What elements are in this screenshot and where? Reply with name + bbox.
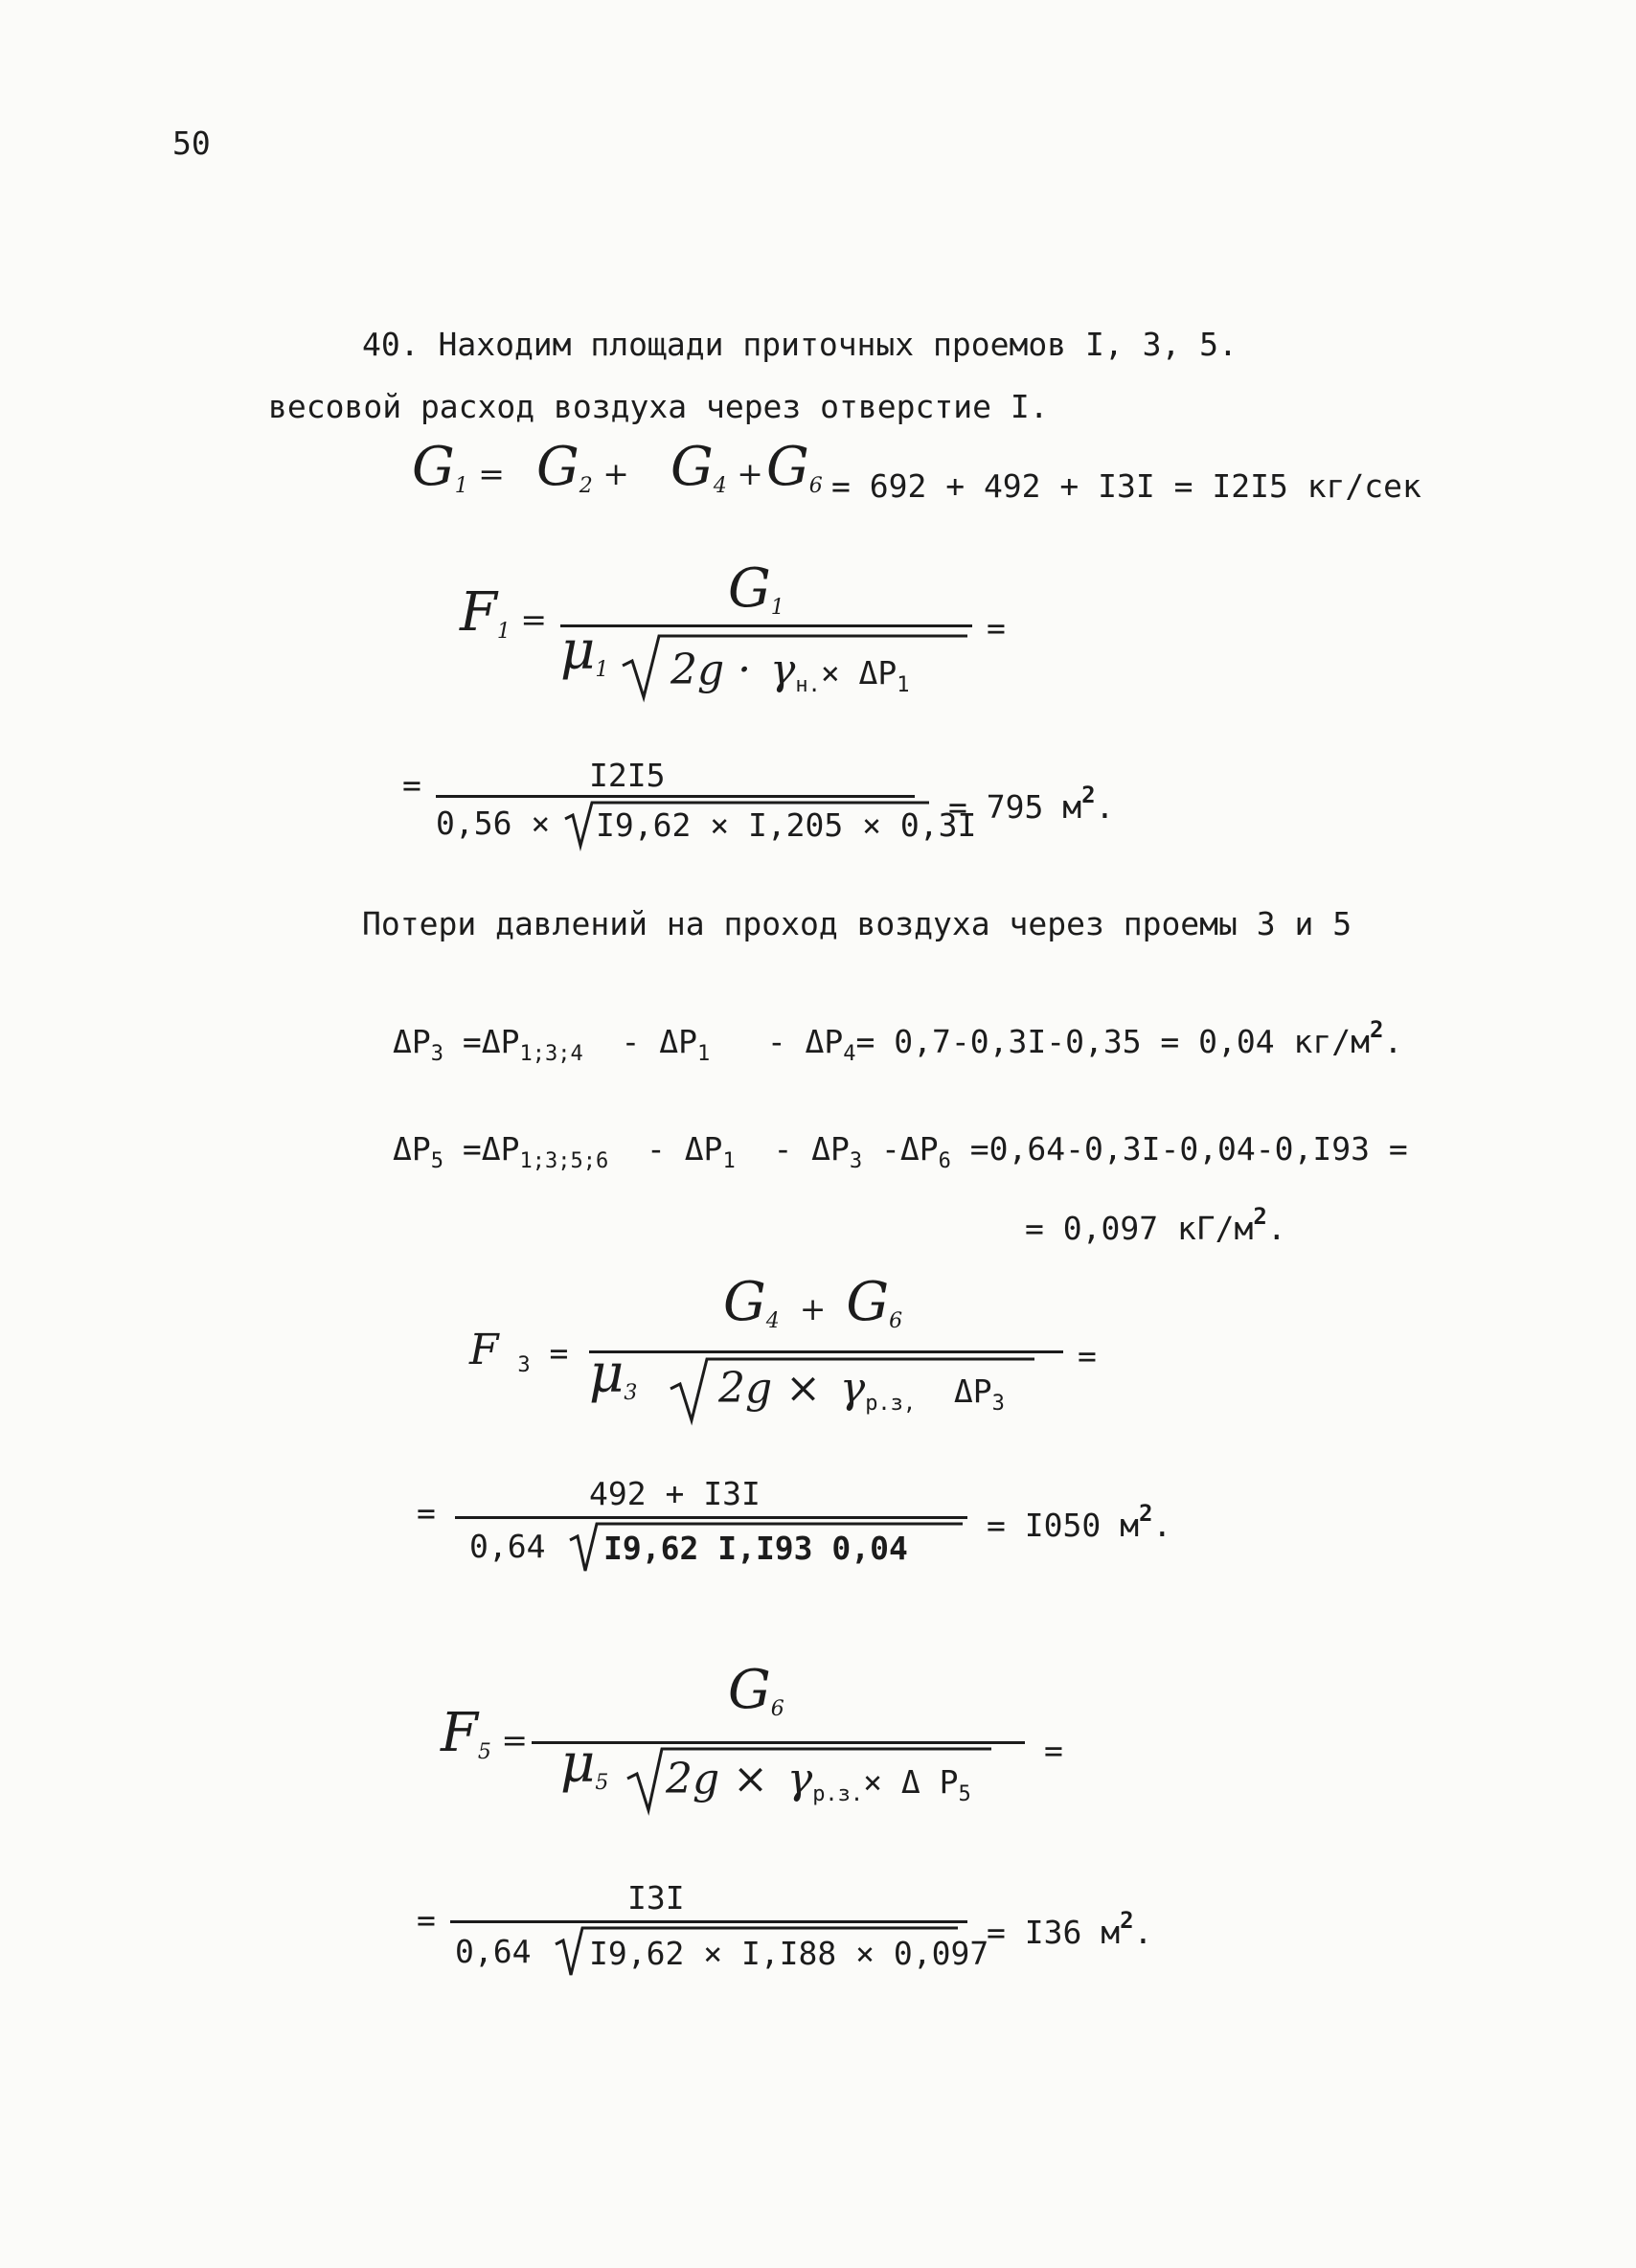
fraction-bar: [450, 1920, 967, 1923]
fraction-bar: [455, 1516, 967, 1519]
fraction-bar: [532, 1741, 1025, 1744]
g1-result: = 692 + 492 + I3I = I2I5 кг/сек: [831, 467, 1421, 505]
fraction-bar: [436, 795, 915, 798]
fraction-bar: [560, 624, 972, 627]
section-heading: 40. Находим площади приточных проемов I, 3, 5.: [362, 326, 1238, 363]
g1-symbol: G: [412, 436, 455, 498]
page-number: 50: [172, 125, 211, 162]
equation-dp3: $\Delta P_3 =\Delta P_{1;3;4} - \Delta P_1$ - $\Delta P_4= 0,7-0,3I-0,35 = 0,04$ $кг/м^2$.: [393, 1016, 1403, 1066]
fraction-bar: [589, 1350, 1063, 1353]
equation-dp5: $\Delta P_5 =\Delta P_{1;3;5;6} - \Delta P_1 - \Delta P_3$ $-\Delta P_6 =0,64-0,3I-0,04-0,I93$ =: [393, 1130, 1408, 1173]
losses-text: Потери давлений на проход воздуха через проемы 3 и 5: [362, 905, 1352, 942]
intro-text: весовой расход воздуха через отверстие I.: [268, 388, 1049, 425]
equation-dp5-result: = 0,097 $кГ/м^2$.: [1025, 1203, 1286, 1247]
